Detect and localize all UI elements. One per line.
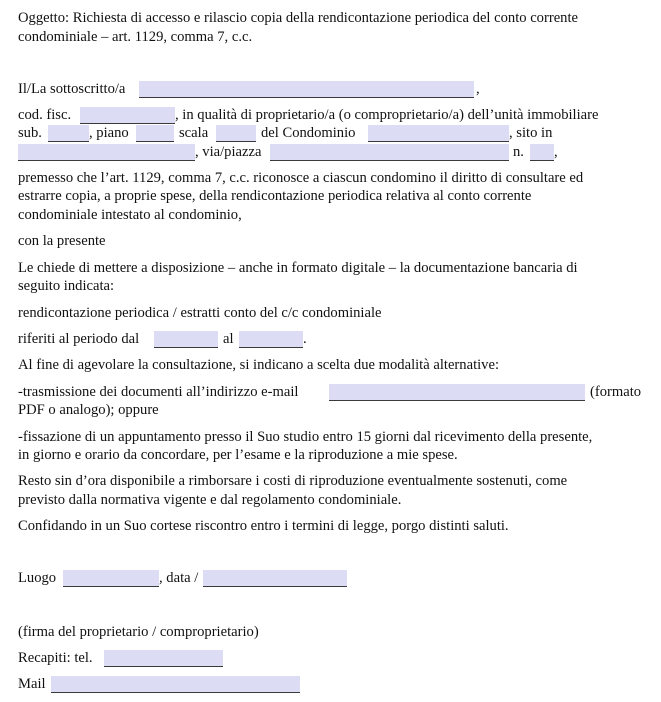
period-row (18, 331, 418, 348)
email-field[interactable] (329, 384, 585, 401)
phone-field[interactable] (104, 650, 223, 667)
condominio-label: del Condominio (261, 125, 356, 141)
period-from-field[interactable] (154, 331, 218, 348)
number-label: n. (513, 144, 524, 160)
costs-line-2: previsto dalla normativa vigente e dal regolamento condominiale. (18, 492, 402, 508)
sub-label: sub. (18, 125, 42, 141)
place-date-row (18, 570, 418, 587)
period-al-label: al (223, 331, 234, 347)
luogo-field[interactable] (63, 570, 159, 587)
piano-label: , piano (89, 125, 129, 141)
fiscal-code-field[interactable] (80, 107, 175, 124)
via-label: , via/piazza (195, 144, 262, 160)
signature-label: (firma del proprietario / comproprietario) (18, 624, 259, 640)
subject-line-1: Oggetto: Richiesta di accesso e rilascio copia della rendicontazione periodica del conto corrente (18, 10, 579, 26)
appointment-line-2: in giorno e orario da concordare, per l’esame e la riproduzione a mie spese. (18, 447, 458, 463)
address-row (18, 144, 648, 161)
phone-row (18, 650, 418, 667)
period-label: riferiti al periodo dal (18, 331, 140, 347)
closing-text: Confidando in un Suo cortese riscontro entro i termini di legge, porgo distinti saluti. (18, 518, 509, 534)
piano-field[interactable] (136, 125, 174, 142)
signer-name-field[interactable] (139, 81, 474, 98)
street-field[interactable] (270, 144, 509, 161)
signer-label: Il/La sottoscritto/a (18, 81, 126, 97)
scala-field[interactable] (216, 125, 256, 142)
appointment-line-1: -fissazione di un appuntamento presso il Suo studio entro 15 giorni dal ricevimento della presente, (18, 429, 593, 445)
city-field[interactable] (18, 144, 195, 161)
costs-line-1: Resto sin d’ora disponibile a rimborsare i costi di riproduzione eventualmente sostenuti, come (18, 473, 568, 489)
email-option-label: -trasmissione dei documenti all’indirizzo e-mail (18, 384, 299, 400)
sub-field[interactable] (48, 125, 89, 142)
email-row (18, 384, 648, 401)
data-label: , data / (159, 570, 199, 586)
document-type: rendicontazione periodica / estratti conto del c/c condominiale (18, 305, 382, 321)
date-field[interactable] (203, 570, 347, 587)
mail-row (18, 676, 418, 693)
fiscal-code-rest: , in qualità di proprietario/a (o comproprietario/a) dell’unità immobiliare (175, 107, 599, 123)
request-line-2: seguito indicata: (18, 278, 115, 294)
scala-label: scala (179, 125, 209, 141)
period-end: . (303, 331, 307, 347)
period-to-field[interactable] (239, 331, 303, 348)
signer-row (18, 81, 638, 98)
signer-comma: , (476, 81, 480, 97)
fiscal-code-label: cod. fisc. (18, 107, 72, 123)
subject-line-2: condominiale – art. 1129, comma 7, c.c. (18, 29, 253, 45)
condominio-field[interactable] (368, 125, 509, 142)
phone-label: Recapiti: tel. (18, 650, 93, 666)
con-presente: con la presente (18, 233, 106, 249)
request-line-1: Le chiede di mettere a disposizione – anche in formato digitale – la documentazione bancaria di (18, 260, 578, 276)
premise-line-1: premesso che l’art. 1129, comma 7, c.c. riconosce a ciascun condomino il diritto di consultare ed (18, 170, 584, 186)
mail-label: Mail (18, 676, 46, 692)
number-field[interactable] (530, 144, 554, 161)
address-end-comma: , (554, 144, 558, 160)
sito-label: , sito in (509, 125, 553, 141)
email-option-line-2: PDF o analogo); oppure (18, 402, 159, 418)
premise-line-2: estrarre copia, a proprie spese, della rendicontazione periodica relativa al conto corrente (18, 188, 532, 204)
fiscal-code-row (18, 107, 648, 124)
modalities-intro: Al fine di agevolare la consultazione, si indicano a scelta due modalità alternative: (18, 357, 500, 373)
mail-field[interactable] (51, 676, 300, 693)
luogo-label: Luogo (18, 570, 57, 586)
email-format-label: (formato (590, 384, 642, 400)
unit-row (18, 125, 648, 142)
premise-line-3: condominiale intestato al condominio, (18, 207, 242, 223)
